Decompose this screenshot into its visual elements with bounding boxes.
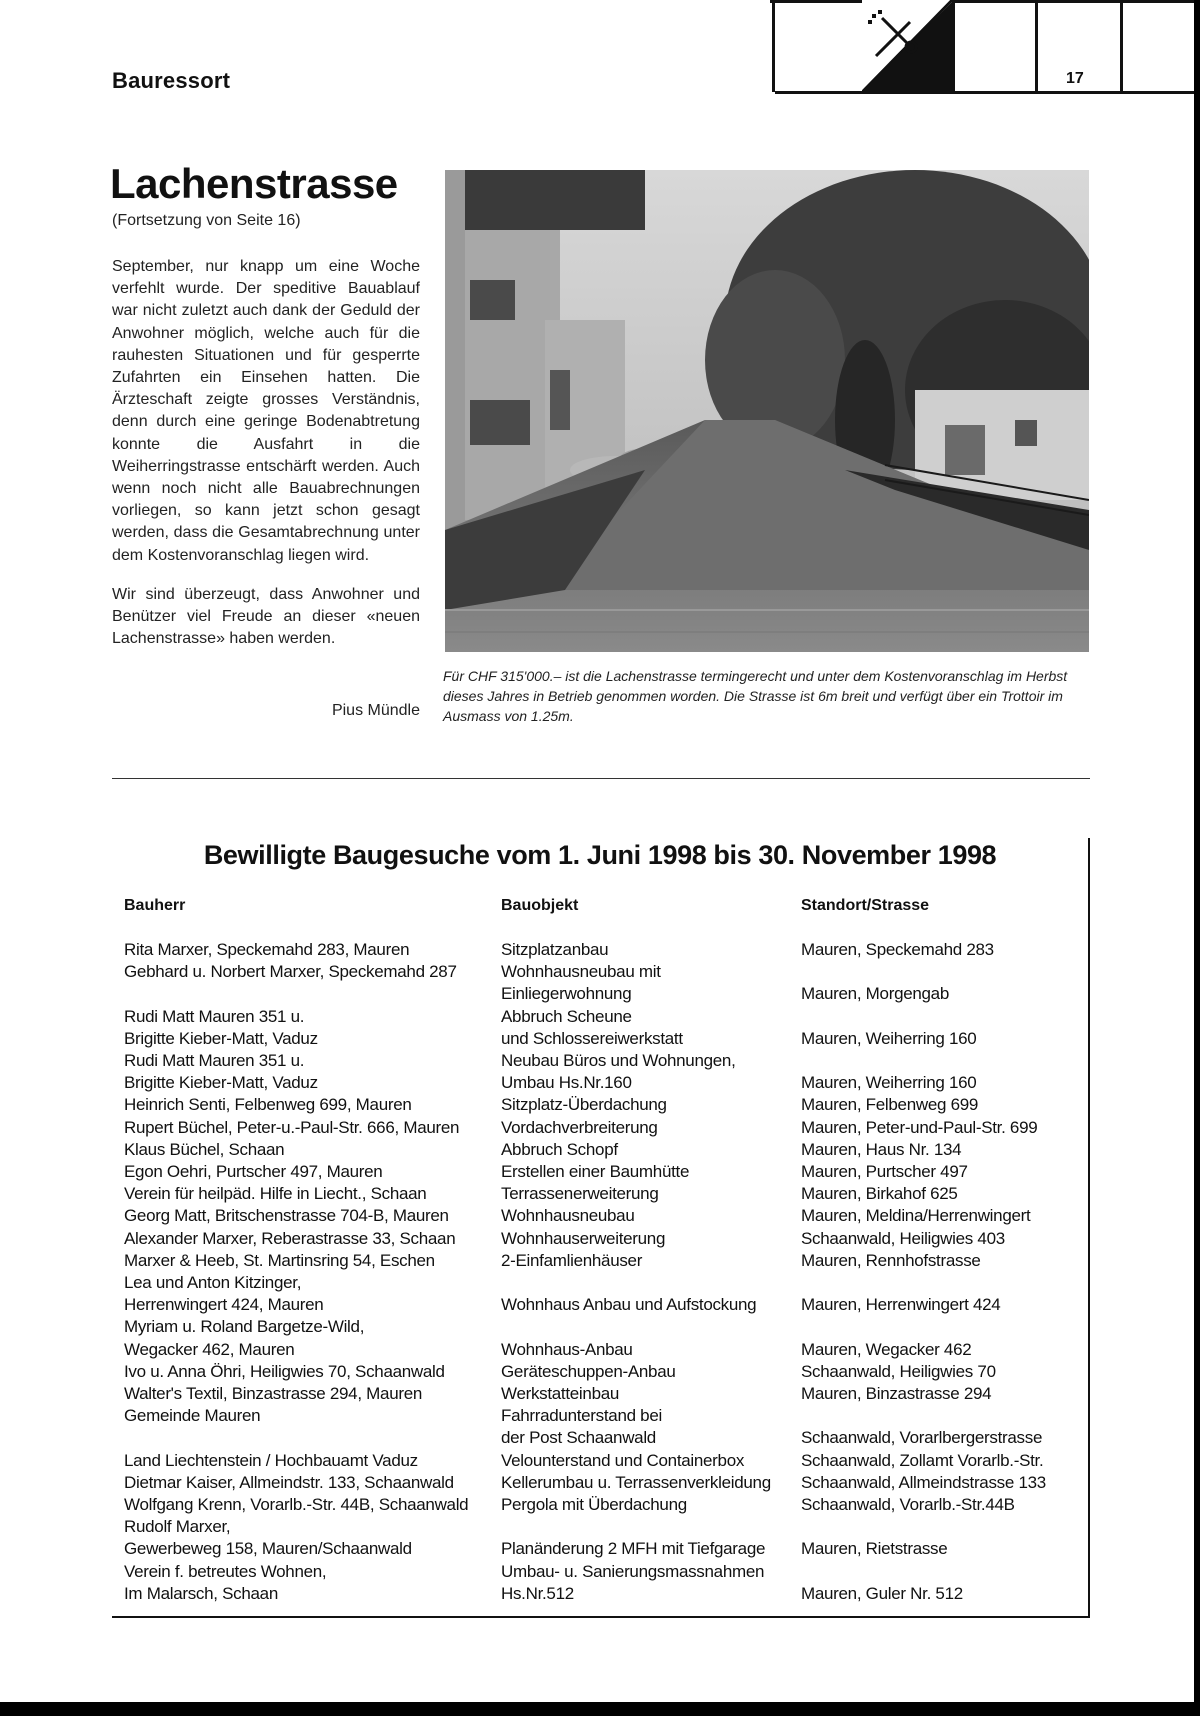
location-cell: Schaanwald, Heiligwies 403 (801, 1228, 1005, 1248)
location-cell: Mauren, Birkahof 625 (801, 1184, 958, 1204)
project-cell: Umbau Hs.Nr.160 (501, 1073, 632, 1093)
applicant-cell: Rudolf Marxer, (124, 1517, 231, 1537)
applicant-cell: Rudi Matt Mauren 351 u. (124, 1006, 305, 1026)
location-cell: Mauren, Binzastrasse 294 (801, 1384, 992, 1404)
location-cell: Schaanwald, Vorarlb.-Str.44B (801, 1495, 1015, 1515)
location-cell: Mauren, Wegacker 462 (801, 1339, 972, 1359)
location-cell (801, 1050, 1081, 1072)
table-row (124, 1383, 1081, 1405)
project-cell: Wohnhausneubau mit (501, 962, 661, 982)
applicant-cell: Heinrich Senti, Felbenweg 699, Mauren (124, 1095, 412, 1115)
location-cell (801, 961, 1081, 983)
applicant-cell (124, 983, 501, 1005)
applicant-cell: Wolfgang Krenn, Vorarlb.-Str. 44B, Schaanwald (124, 1495, 469, 1515)
location-cell: Schaanwald, Zollamt Vorarlb.-Str. (801, 1450, 1044, 1470)
list-frame-bottom (112, 1616, 1090, 1618)
article-author: Pius Mündle (331, 702, 420, 719)
applicant-cell: Marxer & Heeb, St. Martinsring 54, Eschen (124, 1250, 435, 1270)
section-label: Bauressort (112, 68, 231, 93)
project-cell: Geräteschuppen-Anbau (501, 1361, 676, 1381)
location-cell: Mauren, Weiherring 160 (801, 1028, 977, 1048)
applicant-cell: Gewerbeweg 158, Mauren/Schaanwald (124, 1539, 412, 1559)
location-cell: Mauren, Morgengab (801, 984, 949, 1004)
column-header-bauherr: Bauherr (124, 897, 186, 914)
applicant-cell: Walter's Textil, Binzastrasse 294, Mauren (124, 1384, 423, 1404)
project-cell: und Schlossereiwerkstatt (501, 1028, 683, 1048)
column-header-bauobjekt: Bauobjekt (501, 897, 579, 914)
location-cell: Schaanwald, Heiligwies 70 (801, 1361, 996, 1381)
location-cell: Mauren, Guler Nr. 512 (801, 1583, 963, 1603)
table-row (124, 1361, 1081, 1383)
project-cell: Neubau Büros und Wohnungen, (501, 1051, 736, 1071)
column-header-standort: Standort/Strasse (801, 897, 930, 914)
header-frame (770, 0, 1200, 92)
applicant-cell: Verein f. betreutes Wohnen, (124, 1561, 327, 1581)
project-cell: Hs.Nr.512 (501, 1583, 574, 1603)
project-cell: Abbruch Schopf (501, 1139, 618, 1159)
scan-edge (1194, 0, 1200, 1716)
location-cell: Mauren, Rennhofstrasse (801, 1250, 981, 1270)
article-body (112, 256, 420, 667)
applicant-cell: Herrenwingert 424, Mauren (124, 1295, 324, 1315)
table-row (124, 1272, 1081, 1294)
table-row (124, 1050, 1081, 1072)
table-row (124, 1072, 1081, 1094)
project-cell (501, 1272, 801, 1294)
location-cell (801, 1516, 1081, 1538)
project-cell: Pergola mit Überdachung (501, 1495, 687, 1515)
article-paragraph: Wir sind überzeugt, dass Anwohner und Benützer viel Freude an dieser «neuen Lachenstrasse» haben werden. (112, 585, 420, 648)
table-row (124, 983, 1081, 1005)
project-cell: Terrassenerweiterung (501, 1184, 659, 1204)
project-cell: Erstellen einer Baumhütte (501, 1162, 690, 1182)
header-top-rule (770, 0, 1200, 3)
applicant-cell: Klaus Büchel, Schaan (124, 1139, 285, 1159)
applicant-cell: Rupert Büchel, Peter-u.-Paul-Str. 666, Mauren (124, 1117, 460, 1137)
table-row (124, 1538, 1081, 1560)
project-cell: Velounterstand und Containerbox (501, 1450, 745, 1470)
project-cell: Fahrradunterstand bei (501, 1406, 662, 1426)
location-cell: Mauren, Meldina/Herrenwingert (801, 1206, 1031, 1226)
table-row (124, 1494, 1081, 1516)
permit-table (124, 939, 1081, 1605)
location-cell: Schaanwald, Vorarlbergerstrasse (801, 1428, 1043, 1448)
applicant-cell: Rudi Matt Mauren 351 u. (124, 1051, 305, 1071)
table-row (124, 1472, 1081, 1494)
table-row (124, 1427, 1081, 1449)
applicant-cell: Lea und Anton Kitzinger, (124, 1273, 302, 1293)
location-cell: Mauren, Herrenwingert 424 (801, 1295, 1001, 1315)
project-cell (501, 1316, 801, 1338)
article-paragraph: September, nur knapp um eine Woche verfehlt wurde. Der speditive Bauablauf war nicht zuletzt auch dank der Geduld der Anwohner möglich, welche auch für die rauhesten Situationen und für gesperrte Zufahrten ein Einsehen hatten. Die Ärzteschaft zeigte grosses Verständnis, denn durch eine geringe Bodenabtretung konnte die Ausfahrt in die Weiherringstrasse entschärft werden. Auch wenn noch nicht alle Bauabrechnungen vorliegen, so kann jetzt schon gesagt werden, dass die Gesamtabrechnung unter dem Kostenvoranschlag liegen wird. (112, 258, 420, 564)
project-cell: Umbau- u. Sanierungsmassnahmen (501, 1561, 765, 1581)
page-number: 17 (1066, 70, 1084, 87)
article-subtitle: (Fortsetzung von Seite 16) (112, 212, 301, 229)
table-row (124, 939, 1081, 961)
project-cell: Einliegerwohnung (501, 984, 632, 1004)
section-divider (112, 778, 1090, 779)
location-cell (801, 1561, 1081, 1583)
table-row (124, 1228, 1081, 1250)
table-row (124, 1316, 1081, 1338)
table-row (124, 1161, 1081, 1183)
location-cell: Schaanwald, Allmeindstrasse 133 (801, 1472, 1046, 1492)
table-row (124, 1250, 1081, 1272)
applicant-cell: Rita Marxer, Speckemahd 283, Mauren (124, 940, 410, 959)
location-cell (801, 1272, 1081, 1294)
scan-edge (0, 1702, 1200, 1716)
header-divider (1120, 0, 1123, 92)
applicant-cell (124, 1427, 501, 1449)
table-row (124, 1450, 1081, 1472)
project-cell: Sitzplatz-Überdachung (501, 1095, 667, 1115)
location-cell (801, 1006, 1081, 1028)
location-cell: Mauren, Speckemahd 283 (801, 940, 994, 959)
project-cell: der Post Schaanwald (501, 1428, 656, 1448)
header-rule (775, 91, 1200, 94)
location-cell (801, 1316, 1081, 1338)
applicant-cell: Im Malarsch, Schaan (124, 1583, 278, 1603)
project-cell: 2-Einfamlienhäuser (501, 1250, 643, 1270)
table-row (124, 1139, 1081, 1161)
article-title: Lachenstrasse (110, 160, 398, 207)
project-cell: Wohnhauserweiterung (501, 1228, 666, 1248)
table-row (124, 1561, 1081, 1583)
location-cell: Mauren, Weiherring 160 (801, 1073, 977, 1093)
project-cell: Vordachverbreiterung (501, 1117, 658, 1137)
table-row (124, 1183, 1081, 1205)
table-row (124, 1094, 1081, 1116)
table-row (124, 1405, 1081, 1427)
street-photo (445, 170, 1089, 652)
project-cell: Kellerumbau u. Terrassenverkleidung (501, 1472, 771, 1492)
list-frame-right (1088, 838, 1090, 1618)
applicant-cell: Brigitte Kieber-Matt, Vaduz (124, 1073, 318, 1093)
project-cell: Wohnhaus-Anbau (501, 1339, 633, 1359)
location-cell: Mauren, Haus Nr. 134 (801, 1139, 962, 1159)
location-cell: Mauren, Purtscher 497 (801, 1162, 968, 1182)
project-cell: Abbruch Scheune (501, 1006, 632, 1026)
project-cell: Planänderung 2 MFH mit Tiefgarage (501, 1539, 766, 1559)
crossed-tools-emblem-icon (862, 0, 952, 92)
location-cell: Mauren, Peter-und-Paul-Str. 699 (801, 1117, 1038, 1137)
project-cell: Wohnhaus Anbau und Aufstockung (501, 1295, 757, 1315)
project-cell: Sitzplatzanbau (501, 940, 609, 959)
applicant-cell: Dietmar Kaiser, Allmeindstr. 133, Schaanwald (124, 1472, 454, 1492)
location-cell: Mauren, Felbenweg 699 (801, 1095, 979, 1115)
applicant-cell: Alexander Marxer, Reberastrasse 33, Schaan (124, 1228, 456, 1248)
applicant-cell: Gemeinde Mauren (124, 1406, 261, 1426)
table-row (124, 1117, 1081, 1139)
table-row (124, 961, 1081, 983)
applicant-cell: Gebhard u. Norbert Marxer, Speckemahd 287 (124, 962, 457, 982)
location-cell (801, 1405, 1081, 1427)
table-row (124, 1516, 1081, 1538)
photo-caption: Für CHF 315'000.– ist die Lachenstrasse termingerecht und unter dem Kostenvoranschlag im Herbst dieses Jahres in Betrieb genommen worden. Die Strasse ist 6m breit und verfügt über ein Trottoir im Ausmass von 1.25m. (443, 668, 1068, 724)
applicant-cell: Land Liechtenstein / Hochbauamt Vaduz (124, 1450, 418, 1470)
header-divider (772, 0, 775, 92)
table-row (124, 1294, 1081, 1316)
project-cell: Wohnhausneubau (501, 1206, 635, 1226)
applicant-cell: Verein für heilpäd. Hilfe in Liecht., Schaan (124, 1184, 427, 1204)
applicant-cell: Ivo u. Anna Öhri, Heiligwies 70, Schaanwald (124, 1361, 445, 1381)
project-cell: Werkstatteinbau (501, 1384, 620, 1404)
location-cell: Mauren, Rietstrasse (801, 1539, 948, 1559)
table-row (124, 1028, 1081, 1050)
table-row (124, 1006, 1081, 1028)
table-row (124, 1205, 1081, 1227)
table-row (124, 1583, 1081, 1605)
applicant-cell: Brigitte Kieber-Matt, Vaduz (124, 1028, 318, 1048)
permit-list-title: Bewilligte Baugesuche vom 1. Juni 1998 bis 30. November 1998 (203, 840, 997, 870)
applicant-cell: Egon Oehri, Purtscher 497, Mauren (124, 1162, 383, 1182)
header-divider (952, 0, 955, 92)
applicant-cell: Georg Matt, Britschenstrasse 704-B, Mauren (124, 1206, 449, 1226)
project-cell (501, 1516, 801, 1538)
table-row (124, 1339, 1081, 1361)
applicant-cell: Wegacker 462, Mauren (124, 1339, 295, 1359)
header-divider (1035, 0, 1038, 92)
applicant-cell: Myriam u. Roland Bargetze-Wild, (124, 1317, 365, 1337)
